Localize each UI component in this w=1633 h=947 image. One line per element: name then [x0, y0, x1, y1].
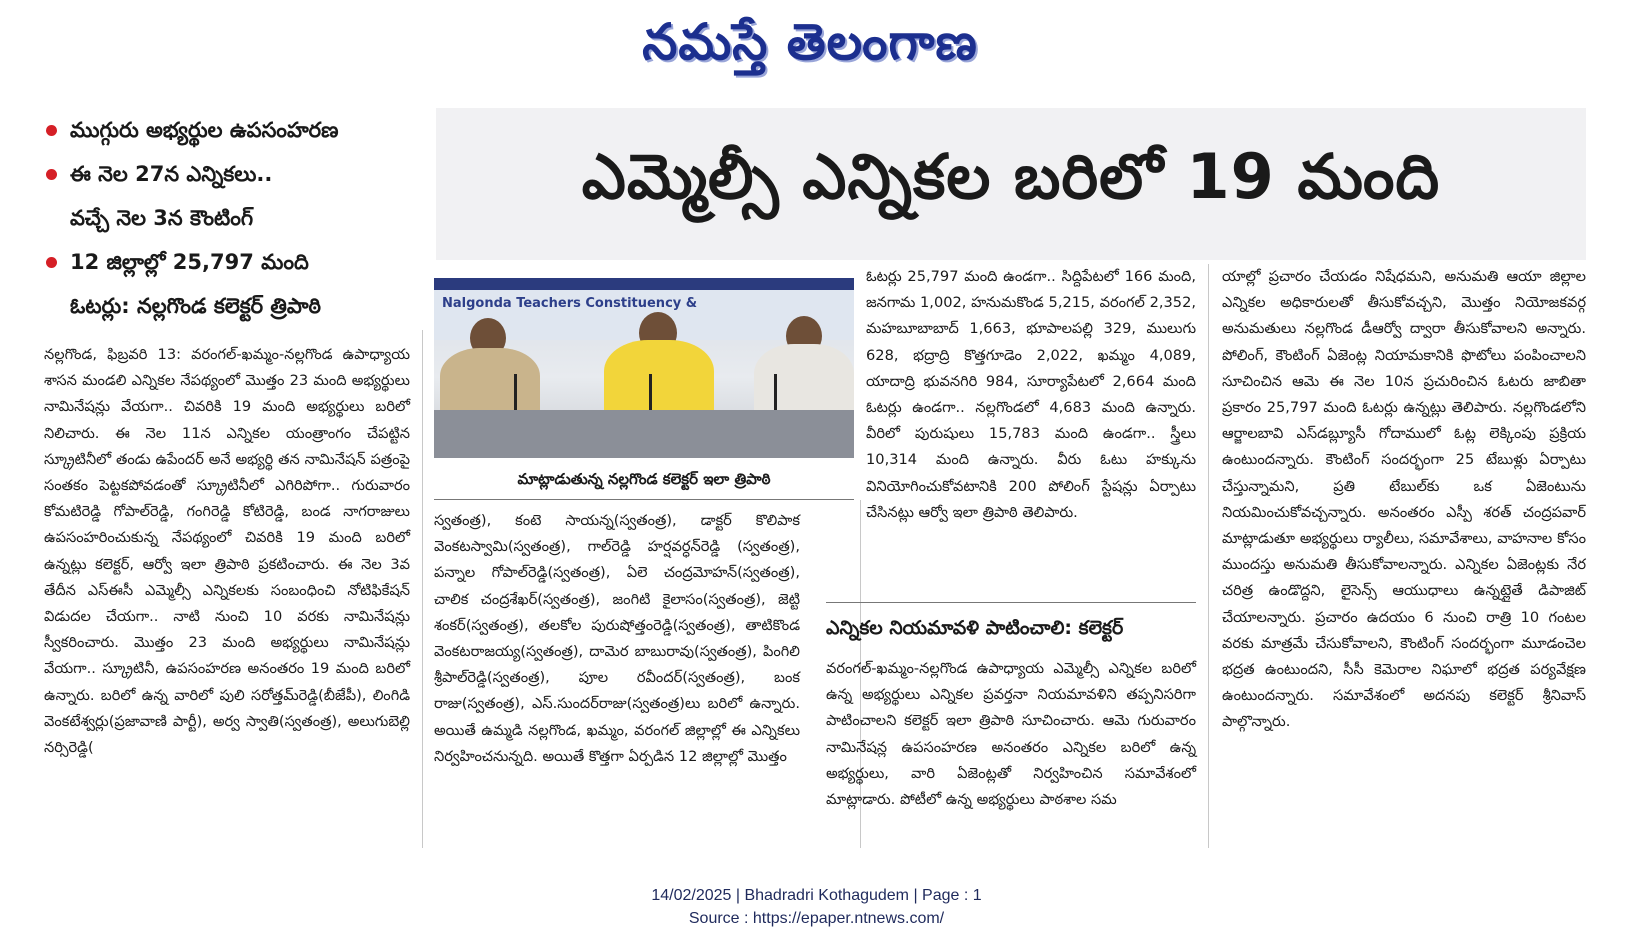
conference-table	[434, 410, 854, 458]
headline-box	[436, 108, 1586, 260]
article-column-3b: వరంగల్-ఖమ్మం-నల్లగొండ ఉపాధ్యాయ ఎమ్మెల్సీ ఎన్నికల బరిలో ఉన్న అభ్యర్థులు ఎన్నికల ప్రవర్తనా నియమావళిని తప్పనిసరిగా పాటించాలని కలెక్టర్ ఇలా త్రిపాఠి సూచించారు. ఆమె గురువారం నామినేషన్ల ఉపసంహరణ అనంతరం ఎన్నికల బరిలో ఉన్న అభ్యర్థులు, వారి ఏజెంట్లతో నిర్వహించిన సమావేశంలో మాట్లాడారు. పోటీలో ఉన్న అభ్యర్థులు పాఠశాల సమ	[826, 660, 1196, 809]
person-official	[754, 344, 854, 418]
footer-date-line: 14/02/2025 | Bhadradri Kothagudem | Page : 1	[651, 887, 982, 904]
bullet-dot-icon	[46, 125, 57, 136]
bullet-item: 12 జిల్లాల్లో 25,797 మంది	[44, 240, 424, 284]
article-column-2: స్వతంత్ర), కంటె సాయన్న(స్వతంత్ర), డాక్టర్ కొలిపాక వెంకటస్వామి(స్వతంత్ర), గాల్‌రెడ్డి హర్షవర్ధన్‌రెడ్డి (స్వతంత్ర), పన్నాల గోపాల్‌రెడ్డి(స్వతంత్ర), ఏలె చంద్రమోహన్(స్వతంత్ర), చాలిక చంద్రశేఖర్(స్వతంత్ర), జంగిటి కైలాసం(స్వతంత్ర), జెట్టి శంకర్(స్వతంత్ర), తలకోల పురుషోత్తంరెడ్డి(స్వతంత్ర), తాటికొండ వెంకటరాజయ్య(స్వతంత్ర), దామెర బాబురావు(స్వతంత్ర), పింగిలి శ్రీపాల్‌రెడ్డి(స్వతంత్ర), పూల రవీందర్(స్వతంత్ర), బంక రాజు(స్వతంత్ర), ఎస్.సుందర్‌రాజు(స్వతంత్ర)లు బరిలో ఉన్నారు. అయితే ఉమ్మడి నల్లగొండ, ఖమ్మం, వరంగల్ జిల్లాల్లో ఈ ఎన్నికలు నిర్వహించనున్నది. అయితే కొత్తగా ఏర్పడిన 12 జిల్లాల్లో మొత్తం	[434, 512, 800, 765]
article-column-3: ఓటర్లు 25,797 మంది ఉండగా.. సిద్దిపేటలో 166 మంది, జనగామ 1,002, హనుమకొండ 5,215, వరంగల్ 2,352, మహబూబాబాద్ 1,663, భూపాలపల్లి 329, ములుగు 628, భద్రాద్రి కొత్తగూడెం 2,022, ఖమ్మం 4,089, యాదాద్రి భువనగిరి 984, సూర్యాపేటలో 2,664 మంది ఓటర్లు ఉండగా.. నల్లగొండలో 4,683 మంది ఉన్నారు. వీరిలో పురుషులు 15,783 మంది ఉండగా.. స్త్రీలు 10,314 మంది ఉన్నారు. వీరు ఓటు హక్కును వినియోగించుకోవటానికి 200 పోలింగ్ స్టేషన్లు ఏర్పాటు చేసినట్లు ఆర్వో ఇలా త్రిపాఠి తెలిపారు.	[866, 268, 1196, 521]
column-divider	[422, 330, 423, 848]
highlight-bullets	[44, 108, 424, 328]
photo-caption: మాట్లాడుతున్న నల్లగొండ కలెక్టర్ ఇలా త్రిపాఠి	[434, 458, 854, 500]
banner-stripe	[434, 278, 854, 290]
column-divider	[1208, 264, 1209, 848]
headline: ఎమ్మెల్సీ ఎన్నికల బరిలో 19 మంది	[581, 140, 1441, 213]
person-collector	[604, 340, 714, 418]
bullet-dot-icon	[46, 257, 57, 268]
person-officer	[440, 348, 540, 418]
bullet-item: ఈ నెల 27న ఎన్నికలు..	[44, 152, 424, 196]
bullet-item: ముగ్గురు అభ్యర్థుల ఉపసంహరణ	[44, 108, 424, 152]
news-photo	[434, 278, 854, 458]
footer-source-link[interactable]: Source : https://epaper.ntnews.com/	[688, 910, 945, 927]
bullet-item-continued: వచ్చే నెల 3న కౌంటింగ్	[70, 206, 254, 230]
banner-text: Nalgonda Teachers Constituency &	[442, 296, 698, 311]
bullet-dot-icon	[46, 169, 57, 180]
article-column-4: యాల్లో ప్రచారం చేయడం నిషేధమని, అనుమతి ఆయా జిల్లాల ఎన్నికల అధికారులతో తీసుకోవచ్చని, మొత్తం నియోజకవర్గ అనుమతులు నల్లగొండ డీఆర్వో ద్వారా తీసుకోవాలని అన్నారు. పోలింగ్, కౌంటింగ్ ఏజెంట్ల నియామకానికి ఫొటోలు పంపించాలని సూచించిన ఆమె ఈ నెల 10న ప్రచురించిన ఓటరు జాబితా ప్రకారం 25,797 మంది ఓటర్లు ఉన్నట్లు తెలిపారు. నల్లగొండలోని ఆర్జాలబావి ఎస్‌డబ్ల్యూసీ గోదాములో ఓట్ల లెక్కింపు ప్రక్రియ ఉంటుందన్నారు. కౌంటింగ్ సందర్భంగా 25 టేబుళ్లు ఏర్పాటు చేస్తున్నామని, ప్రతి టేబుల్‌కు ఒక ఏజెంటును నియమించుకోవచ్చన్నారు. అనంతరం ఎస్పీ శరత్ చంద్రపవార్ మాట్లాడుతూ అభ్యర్థులు ర్యాలీలు, సమావేశాలు, వాహనాల కోసం ముందస్తు అనుమతి తీసుకోవాలన్నారు. ఎన్నికల ఏజెంట్లకు నేర చరిత్ర ఉండొద్దని, లైసెన్స్ ఆయుధాలు ఉన్నట్లైతే డిపాజిట్ చేయాలన్నారు. ప్రచారం ఉదయం 6 నుంచి రాత్రి 10 గంటల వరకు మాత్రమే చేసుకోవాలని, కౌంటింగ్ సందర్భంగా మూడంచెల భద్రత ఉంటుందని, సీసీ కెమెరాల నిఘాలో భద్రత పర్యవేక్షణ ఉంటుందన్నారు. సమావేశంలో అదనపు కలెక్టర్ శ్రీనివాస్ పాల్గొన్నారు.	[1222, 268, 1586, 731]
sub-headline: ఎన్నికల నియమావళి పాటించాలి: కలెక్టర్	[826, 617, 1124, 639]
bullet-item-continued: ఓటర్లు: నల్లగొండ కలెక్టర్ త్రిపాఠి	[70, 294, 321, 318]
article-column-1: నల్లగొండ, ఫిబ్రవరి 13: వరంగల్-ఖమ్మం-నల్లగొండ ఉపాధ్యాయ శాసన మండలి ఎన్నికల నేపథ్యంలో మొత్తం 23 మంది అభ్యర్థులు నామినేషన్లు వేయగా.. చివరికి 19 మంది అభ్యర్థులు బరిలో నిలిచారు. ఈ నెల 11న ఎన్నికల యంత్రాంగం చేపట్టిన స్క్రూటినీలో తండు ఉపేందర్ అనే అభ్యర్థి తన నామినేషన్ పత్రంపై సంతకం పెట్టకపోవడంతో స్క్రూటినీలో ఎగిరిపోగా.. గురువారం కోమటిరెడ్డి గోపాల్‌రెడ్డి, గంగిరెడ్డి కోటిరెడ్డి, బండ నాగరాజులు ఉపసంహరించుకున్న నేపథ్యంలో చివరికి 19 మంది బరిలో ఉన్నట్లు కలెక్టర్, ఆర్వో ఇలా త్రిపాఠి ప్రకటించారు. ఈ నెల 3వ తేదీన ఎస్ఈసీ ఎమ్మెల్సీ ఎన్నికలకు సంబంధించి నోటిఫికేషన్ విడుదల చేయగా.. నాటి నుంచి 10 వరకు నామినేషన్లు స్వీకరించారు. మొత్తం 23 మంది అభ్యర్థులు నామినేషన్లు వేయగా.. స్క్రూటినీ, ఉపసంహరణ అనంతరం 19 మంది బరిలో ఉన్నారు. బరిలో ఉన్న వారిలో పులి సరోత్తమ్‌రెడ్డి(బీజేపీ), లింగిడి వెంకటేశ్వర్లు(ప్రజావాణి పార్టీ), అర్వ స్వాతి(స్వతంత్ర), అలుగుబెల్లి నర్సిరెడ్డి(	[44, 346, 410, 757]
masthead-logo: నమస్తే తెలంగాణ	[642, 12, 978, 71]
footer	[0, 884, 1633, 930]
subhead-rule	[826, 602, 1196, 603]
